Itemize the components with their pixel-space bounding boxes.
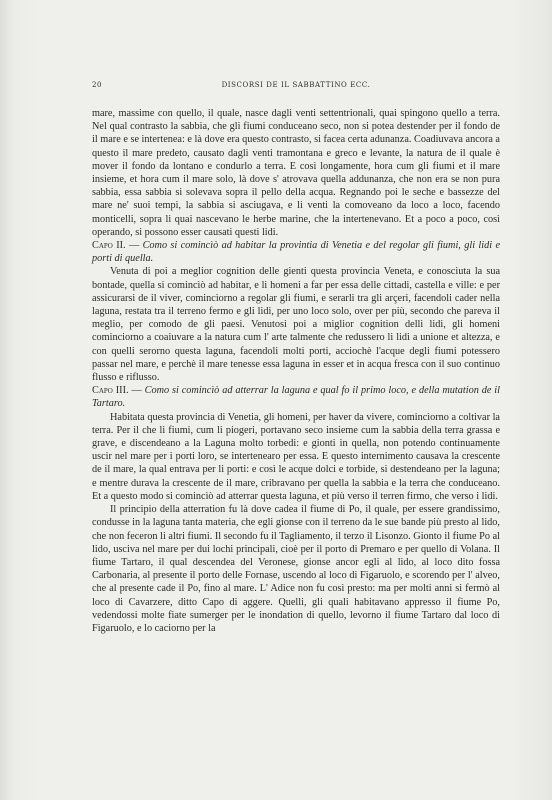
paragraph: Venuta di poi a meglior cognition delle gienti questa provincia Veneta, e conosciuta la sua bontade, quella si comincìò ad habitar, e li homeni a far per essa delle cittadi, castella e ville: e per assicurarsi de il viver, comincìorno a regolar gli fiumi, e serarli tra gli arçeri, facendoli cader nella laguna, restata tra il terreno fermo e gli lidi, per uno loco solo, over per più, secondo che pareva il meglio, per comodo de gli paesi. Venutosi poi a miglior cognition delli lidi, gli homeni cominciorno a coaiuvare a la natura cum l' arte talmente che redussero li lidi a unione et altezza, e con quelli serorno questa laguna, facendoli molti porti, acciochè l'acque degli fiumi potessero passar nel mare, e perchè il mare tenesse essa laguna in esser et in acqua fresca con il suo continuo flusso e riflusso. [92,266,500,384]
chapter-label: Capo II. [92,240,126,252]
chapter-label: Capo III. [92,385,129,397]
chapter-dash: — [128,385,145,397]
chapter-heading [92,384,500,410]
running-title: DISCORSI DE IL SABBATTINO ECC. [221,81,371,89]
paragraph: Habitata questa provincia di Venetia, gli homeni, per haver da vivere, comincìorno a coltivar la terra. Per il che li fiumi, cum li piogeri, portavano seco insieme cum la sabbia della terra grassa e grave, e discendeano a la Laguna molto torbedi: e gionti in quella, non potendo continuamente uscir nel mare per i porti loro, se intertenearo per essa. E questo internimento causava la crescente de il mare, la qual entrava per li porti: e così le acque dolci e torbide, si destendeano per la laguna; e mentre durava la crescente de il mare, cribravano per quella la sabbia e la terra che conduceano. Et a questo modo si comincìò ad atterrar questa laguna, et più verso il terren firmo, che verso i lidi. [92,411,500,502]
page-number: 20 [92,81,103,89]
chapter-title: Como si comincìò ad habitar la provintia di Venetia e del regolar gli fiumi, gli lidi e porti di quella. [92,240,500,265]
page-body [92,107,500,635]
chapter-heading [92,239,500,265]
paragraph: Il principio della atterration fu là dove cadea il fiume di Po, il quale, per essere grandissimo, condusse in la laguna tanta materia, che egli gionse con il terreno da le sue bande più presto al lido, che non feceron li altri fiumi. Il secondo fu il Tagliamento, il terzo il Lisonzo. Gionto il fiume Po al lido, usciva nel mare per dui lochi principali, cioè per il porto di Premaro e per quello di Volana. Il fiume Tartaro, il qual descendea del Veronese, gionse ancor egli al lido, al loco dito fossa Carbonaria, al presente il porto delle Fornase, uscendo al loco di Figaruolo, e scorendo per l' alveo, che al presente cade il Po, fino al mare. L' Adice non fu così presto: ma per molti anni si fermò al loco di Cavarzere, ditto Capo di aggere. Quelli, gli quali habitavano appresso il fiume Po, vedendossi molte fiate sumerger per le inondation di quello, levorno il fiume Tartaro dal loco di Figaruolo, e lo caciorno per la [92,504,500,634]
chapter-title: Como si comincìò ad atterrar la laguna e qual fo il primo loco, e della mutation de il Tartaro. [92,385,500,410]
chapter-dash: — [125,240,143,252]
paragraph: mare, massime con quello, il quale, nasce dagli venti settentrionali, quai spingono quello a terra. Nel qual contrasto la sabbia, che gli fiumi conduceano seco, non si potea destender per il fondo de il mare e se intertenea: e là dove era questo contrasto, si facea certa adunanza. Coadiuvava ancora a questo il mare predeto, causato dagli venti tramontana e greco e levante, la natura de il quale è mover il fondo da lontano e condurlo a terra. E così longamente, hora cum gli fiumi et il mare insieme, et hora cum il mare solo, là dove s' atrovava quella addunanza, che non era se non pura sabbia, essa sabbia si solevava sopra il pello della acqua. Regnando poi le seche e bassezze del mare ne' suoi tempi, la sabbia si asciugava, e li venti la comoveano da loco a loco, facendo monticelli, sopra li quai nascevano le herbe marine, che la intertenevano. Et a poco a poco, così operando, si possono esser causati questi lidi. [92,108,500,238]
